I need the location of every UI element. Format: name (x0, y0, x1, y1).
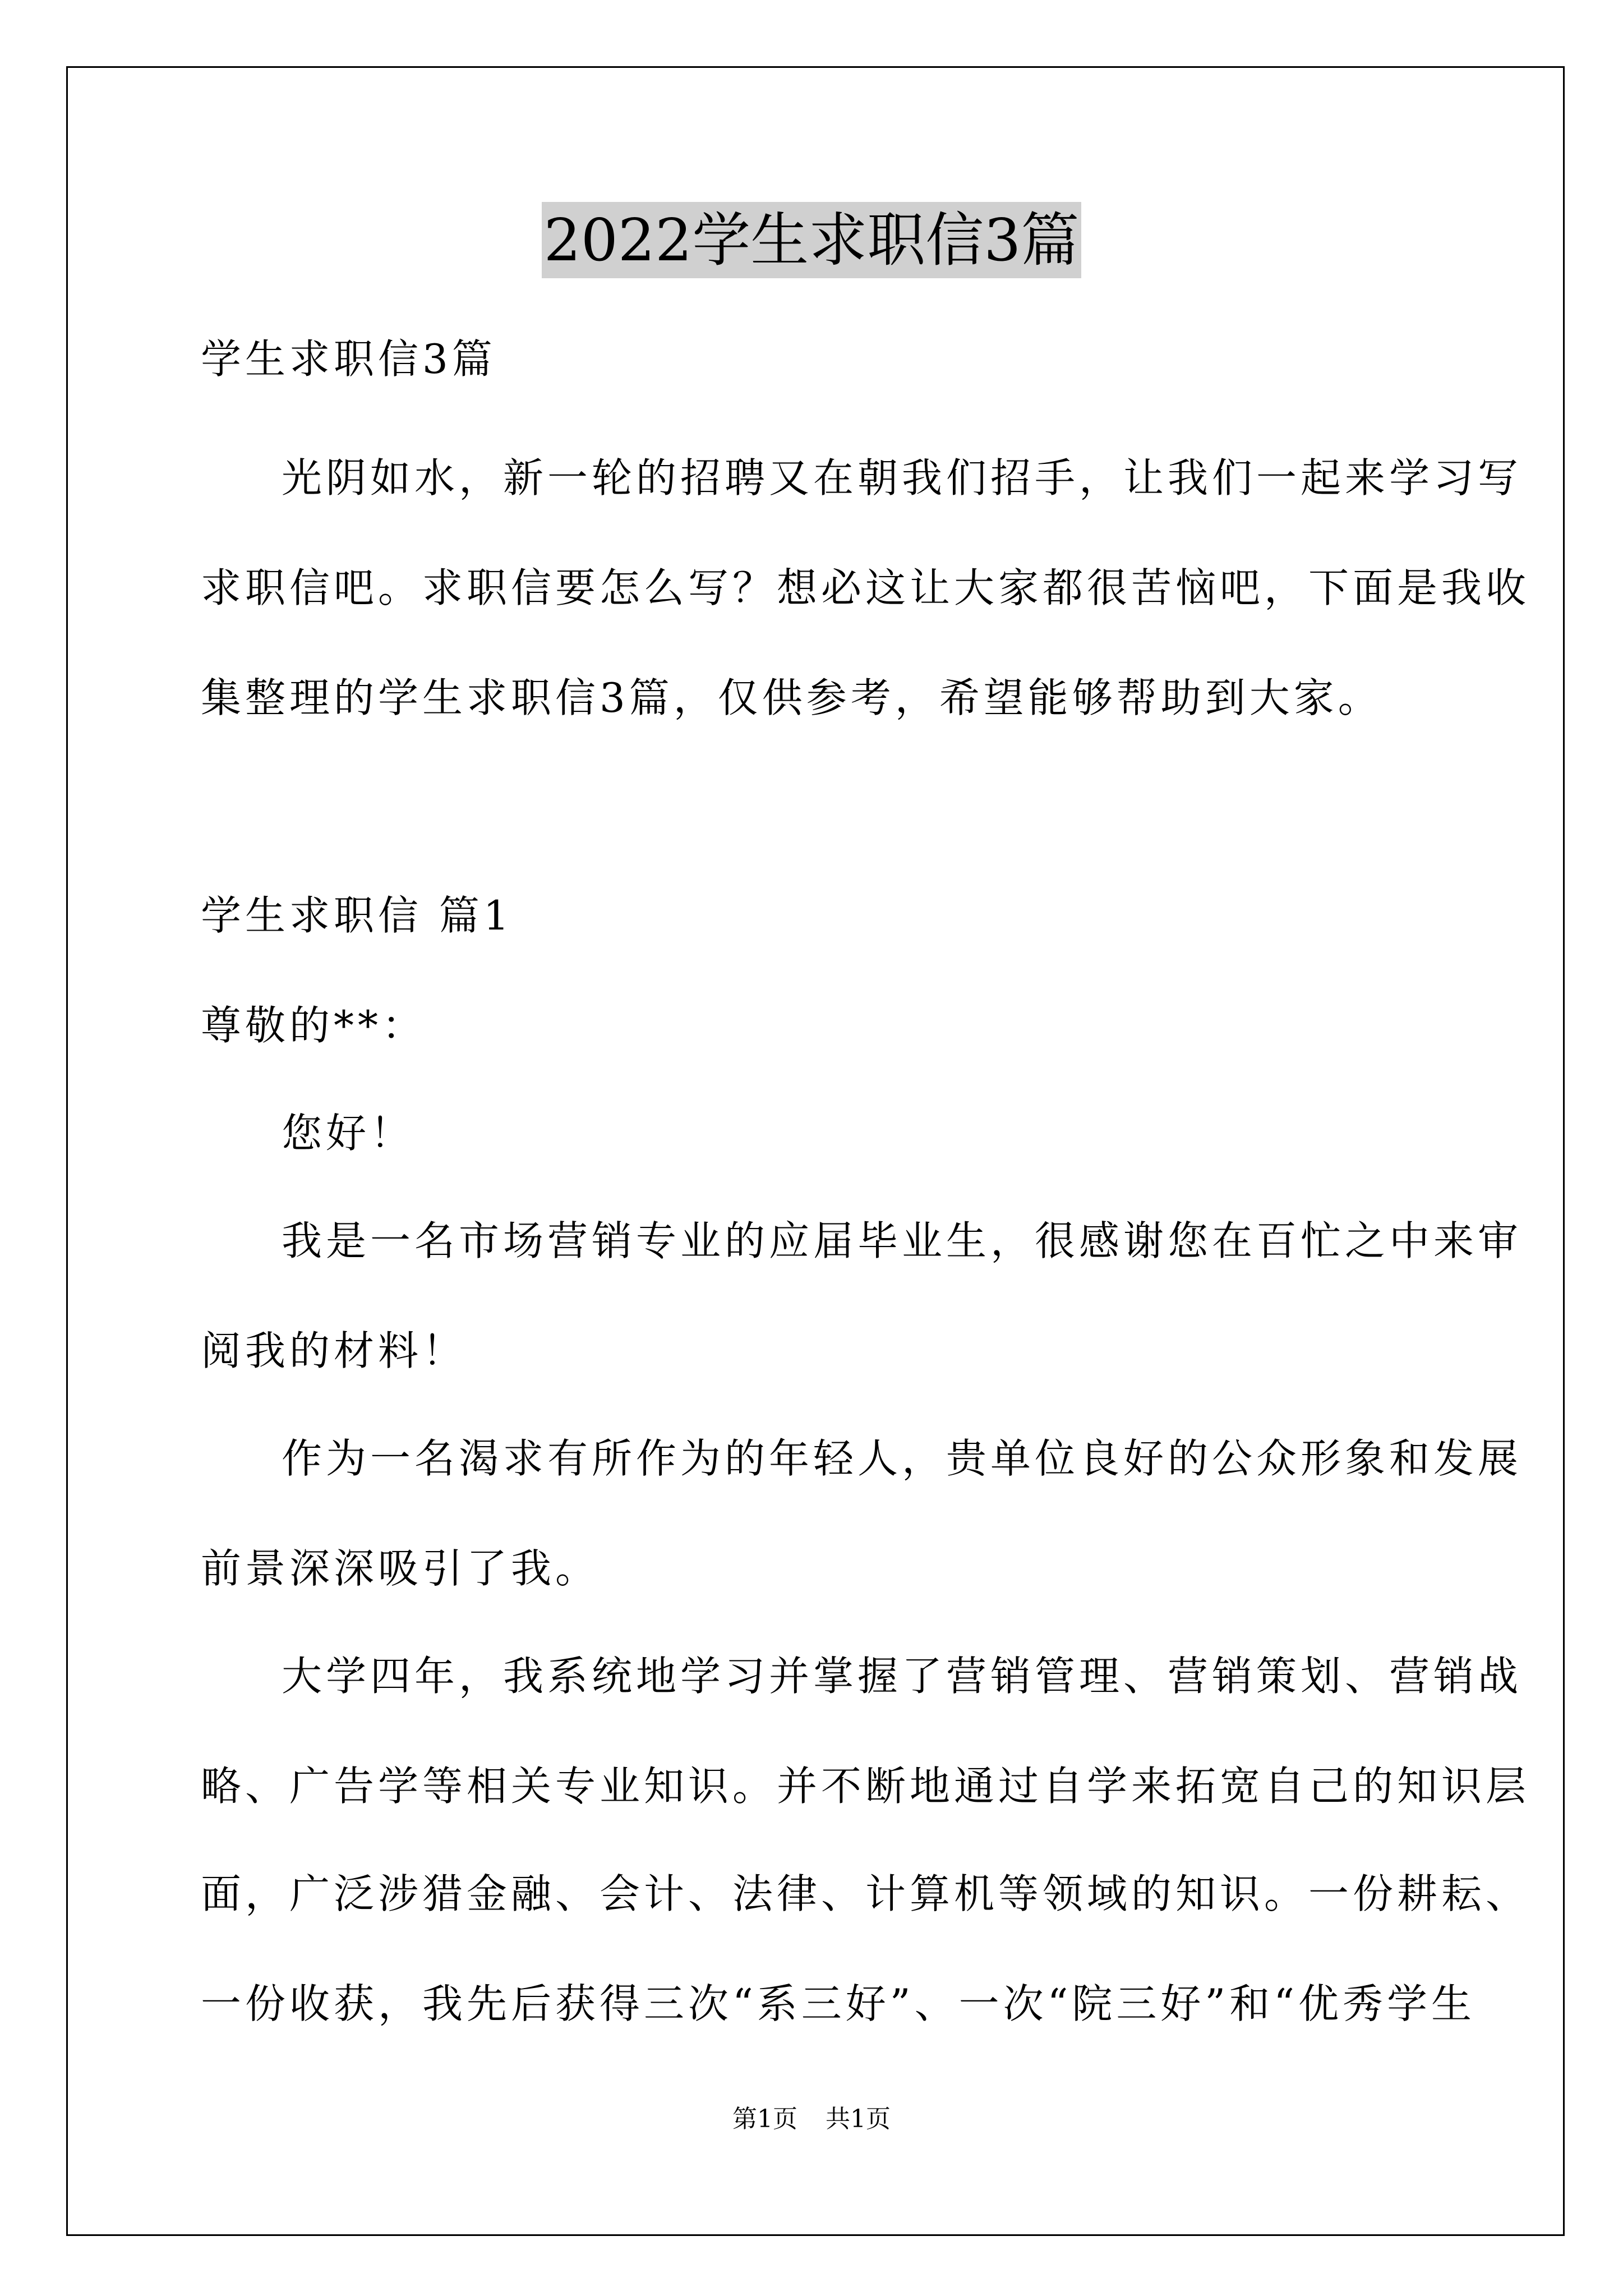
body-line-5: 大学四年，我系统地学习并掌握了营销管理、营销策划、营销战 (282, 1653, 1523, 1700)
section-heading: 学生求职信 篇1 (201, 892, 513, 939)
page-total: 共1页 (826, 2105, 891, 2133)
subtitle-line: 学生求职信3篇 (201, 335, 496, 383)
intro-line-2: 求职信吧。求职信要怎么写？想必这让大家都很苦恼吧，下面是我收 (201, 564, 1530, 611)
body-line-1: 我是一名市场营销专业的应届毕业生，很感谢您在百忙之中来审 (282, 1217, 1523, 1264)
page-footer (0, 2102, 1623, 2136)
title-container (0, 202, 1623, 278)
greeting: 您好！ (282, 1110, 415, 1157)
body-line-8: 一份收获，我先后获得三次“系三好”、一次“院三好”和“优秀学生 (201, 1980, 1476, 2027)
intro-line-3: 集整理的学生求职信3篇，仅供参考，希望能够帮助到大家。 (201, 674, 1382, 721)
intro-line-1: 光阴如水，新一轮的招聘又在朝我们招手，让我们一起来学习写 (282, 454, 1523, 501)
body-line-3: 作为一名渴求有所作为的年轻人，贵单位良好的公众形象和发展 (282, 1435, 1523, 1482)
body-line-7: 面，广泛涉猎金融、会计、法律、计算机等领域的知识。一份耕耘、 (201, 1870, 1530, 1917)
body-line-2: 阅我的材料！ (201, 1327, 467, 1374)
document-title: 2022学生求职信3篇 (542, 202, 1082, 278)
salutation: 尊敬的**： (201, 1002, 427, 1049)
body-line-6: 略、广告学等相关专业知识。并不断地通过自学来拓宽自己的知识层 (201, 1763, 1530, 1810)
body-line-4: 前景深深吸引了我。 (201, 1545, 600, 1592)
page-number: 第1页 (732, 2105, 797, 2133)
